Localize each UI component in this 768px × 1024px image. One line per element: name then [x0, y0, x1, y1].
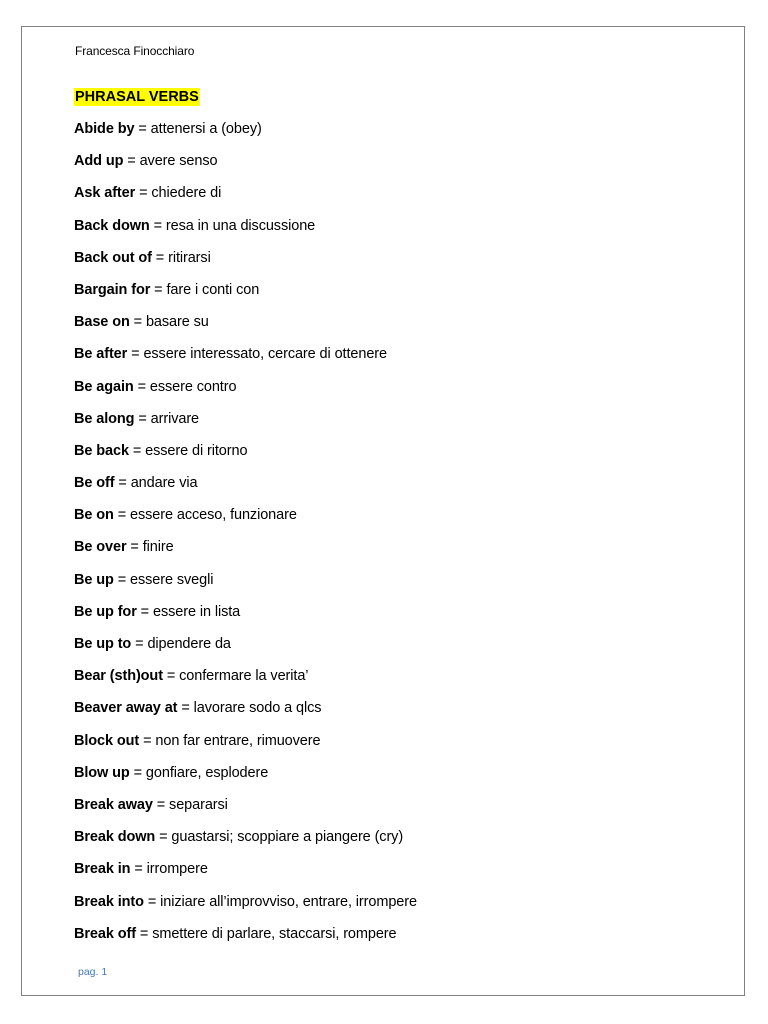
list-item: Be on = essere acceso, funzionare — [74, 507, 297, 524]
entry-term: Add up — [74, 153, 124, 170]
list-item: Break off = smettere di parlare, staccarsi, rompere — [74, 925, 397, 942]
list-item: Break in = irrompere — [74, 861, 208, 878]
entry-term: Bargain for — [74, 281, 151, 298]
entry-term: Be on — [74, 507, 114, 524]
entry-definition: irrompere — [146, 861, 208, 878]
document-page — [21, 26, 745, 996]
entry-term: Be along — [74, 410, 135, 427]
entry-term: Back down — [74, 217, 150, 234]
entry-term: Be after — [74, 346, 128, 363]
entry-definition: separarsi — [169, 796, 228, 813]
list-item: Be again = essere contro — [74, 378, 237, 395]
phrasal-verb-list — [74, 119, 417, 956]
entry-term: Beaver away at — [74, 700, 178, 717]
list-item: Back out of = ritirarsi — [74, 249, 211, 266]
list-item: Be up for = essere in lista — [74, 603, 241, 620]
list-item: Be over = finire — [74, 539, 174, 556]
list-item: Bargain for = fare i conti con — [74, 281, 260, 298]
entry-definition: chiedere di — [151, 185, 222, 202]
entry-term: Break in — [74, 861, 131, 878]
list-item: Be off = andare via — [74, 475, 198, 492]
entry-definition: iniziare all’improvviso, entrare, irrompere — [160, 893, 417, 910]
entry-definition: confermare la verita’ — [179, 668, 309, 685]
entry-definition: essere interessato, cercare di ottenere — [143, 346, 387, 363]
entry-term: Back out of — [74, 249, 152, 266]
entry-definition: gonfiare, esplodere — [145, 764, 269, 781]
list-item: Be up = essere svegli — [74, 571, 214, 588]
list-item: Be back = essere di ritorno — [74, 442, 248, 459]
entry-term: Break down — [74, 829, 156, 846]
entry-definition: lavorare sodo a qlcs — [193, 700, 322, 717]
entry-definition: resa in una discussione — [165, 217, 316, 234]
entry-definition: ritirarsi — [168, 249, 211, 266]
entry-definition: essere acceso, funzionare — [130, 507, 297, 524]
entry-term: Bear (sth)out — [74, 668, 163, 685]
entry-definition: essere svegli — [130, 571, 214, 588]
entry-definition: essere di ritorno — [145, 442, 248, 459]
entry-term: Ask after — [74, 185, 136, 202]
entry-definition: fare i conti con — [166, 281, 260, 298]
list-item: Blow up = gonfiare, esplodere — [74, 764, 269, 781]
header-author: Francesca Finocchiaro — [75, 44, 195, 58]
entry-term: Break off — [74, 925, 136, 942]
list-item: Ask after = chiedere di — [74, 185, 222, 202]
entry-definition: dipendere da — [147, 636, 231, 652]
entry-definition: guastarsi; scoppiare a piangere (cry) — [171, 829, 404, 846]
list-item: Be after = essere interessato, cercare di ottenere — [74, 346, 387, 363]
list-item: Be along = arrivare — [74, 410, 200, 427]
document-title: PHRASAL VERBS — [75, 89, 199, 105]
list-item: Break away = separarsi — [74, 796, 228, 813]
entry-term: Abide by — [74, 121, 135, 137]
entry-definition: essere in lista — [152, 603, 241, 620]
entry-term: Block out — [74, 732, 140, 749]
entry-term: Be up — [74, 571, 114, 588]
list-item: Add up = avere senso — [74, 153, 218, 170]
entry-definition: avere senso — [139, 153, 218, 170]
entry-term: Be off — [74, 475, 115, 492]
entry-term: Be up to — [74, 636, 132, 652]
list-item: Base on = basare su — [74, 314, 209, 331]
entry-term: Blow up — [74, 764, 130, 781]
entry-term: Be up for — [74, 603, 137, 620]
entry-definition: arrivare — [150, 410, 200, 427]
entry-definition: essere contro — [149, 378, 237, 395]
entry-term: Be again — [74, 378, 134, 395]
list-item: Abide by = attenersi a (obey) — [74, 121, 262, 137]
entry-term: Base on — [74, 314, 130, 331]
list-item: Block out = non far entrare, rimuovere — [74, 732, 321, 749]
entry-definition: andare via — [130, 475, 198, 492]
list-item: Break down = guastarsi; scoppiare a piangere (cry) — [74, 829, 404, 846]
entry-definition: attenersi a (obey) — [150, 121, 262, 137]
entry-definition: smettere di parlare, staccarsi, rompere — [152, 925, 397, 942]
list-item: Break into = iniziare all’improvviso, entrare, irrompere — [74, 893, 417, 910]
entry-term: Be over — [74, 539, 127, 556]
entry-definition: basare su — [145, 314, 209, 331]
entry-definition: finire — [142, 539, 174, 556]
list-item: Back down = resa in una discussione — [74, 217, 316, 234]
entry-term: Be back — [74, 442, 129, 459]
entry-definition: non far entrare, rimuovere — [155, 732, 321, 749]
page-number: pag. 1 — [78, 966, 108, 978]
entry-term: Break away — [74, 796, 153, 813]
list-item: Beaver away at = lavorare sodo a qlcs — [74, 700, 322, 717]
list-item: Be up to = dipendere da — [74, 636, 231, 652]
list-item: Bear (sth)out = confermare la verita’ — [74, 668, 309, 685]
entry-term: Break into — [74, 893, 144, 910]
